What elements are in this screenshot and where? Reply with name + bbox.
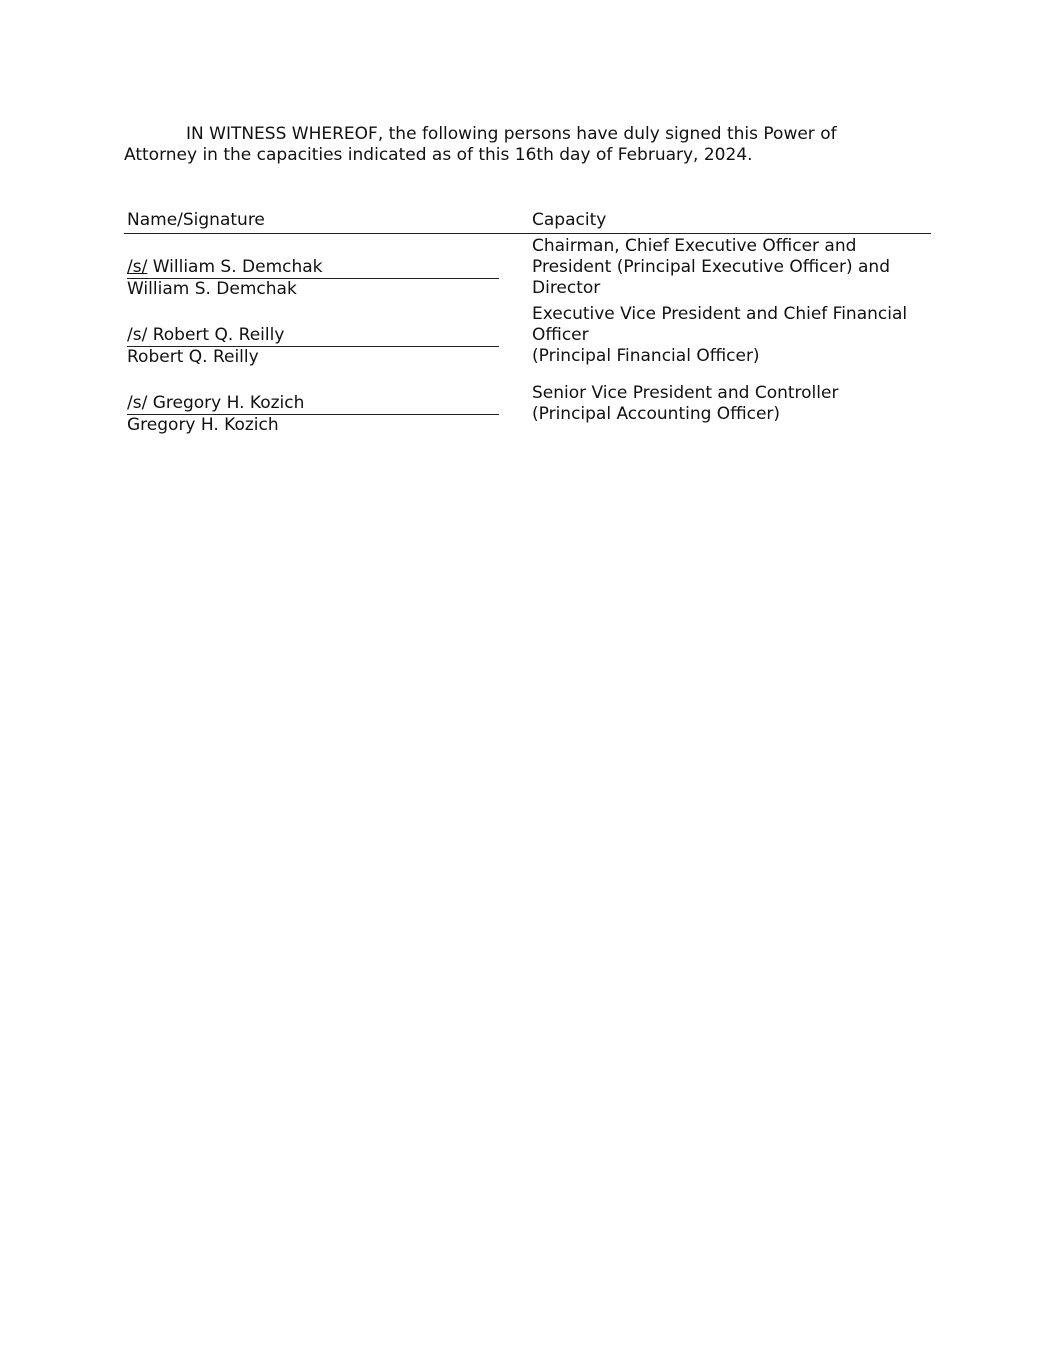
printed-name: William S. Demchak bbox=[127, 279, 297, 299]
printed-name: Gregory H. Kozich bbox=[127, 415, 279, 435]
signature-mark: /s/ bbox=[127, 325, 148, 345]
signature-mark: /s/ bbox=[127, 393, 148, 413]
capacity-line: Executive Vice President and Chief Financial bbox=[532, 304, 908, 324]
capacity-line: Chairman, Chief Executive Officer and bbox=[532, 236, 857, 256]
capacity-line: Officer bbox=[532, 325, 589, 345]
signature-text: Gregory H. Kozich bbox=[147, 393, 305, 413]
witness-paragraph bbox=[124, 124, 904, 166]
witness-line-2: Attorney in the capacities indicated as of this 16th day of February, 2024. bbox=[124, 145, 753, 165]
capacity-line: Senior Vice President and Controller bbox=[532, 383, 839, 403]
signature-mark: /s/ bbox=[127, 257, 148, 277]
capacity-reilly bbox=[532, 304, 932, 367]
signature-line bbox=[127, 393, 499, 415]
header-capacity: Capacity bbox=[532, 210, 607, 230]
signature-line bbox=[127, 325, 499, 347]
capacity-kozich bbox=[532, 383, 932, 425]
printed-name: Robert Q. Reilly bbox=[127, 347, 259, 367]
capacity-demchak bbox=[532, 236, 932, 299]
witness-line-1: IN WITNESS WHEREOF, the following persons have duly signed this Power of bbox=[186, 124, 837, 144]
capacity-line: (Principal Accounting Officer) bbox=[532, 404, 781, 424]
header-name-signature: Name/Signature bbox=[127, 210, 265, 230]
signature-block-demchak bbox=[127, 257, 499, 300]
signature-text: Robert Q. Reilly bbox=[147, 325, 285, 345]
signature-block-reilly bbox=[127, 325, 499, 368]
signature-block-kozich bbox=[127, 393, 499, 436]
signature-text: William S. Demchak bbox=[147, 257, 323, 277]
header-divider bbox=[124, 233, 931, 234]
signature-line bbox=[127, 257, 499, 279]
capacity-line: Director bbox=[532, 278, 601, 298]
capacity-line: President (Principal Executive Officer) and bbox=[532, 257, 890, 277]
capacity-line: (Principal Financial Officer) bbox=[532, 346, 760, 366]
